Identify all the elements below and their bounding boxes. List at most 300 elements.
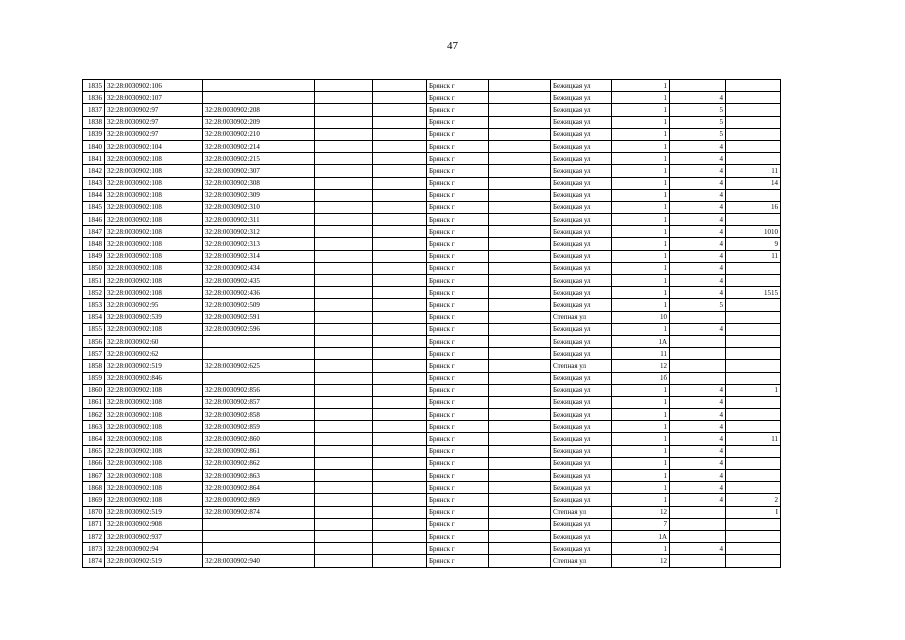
cell-n1	[670, 372, 726, 384]
cell-house: 1	[612, 494, 670, 506]
cell-parent: 32:28:0030902:856	[203, 384, 315, 396]
cell-city: Брянск г	[427, 360, 489, 372]
table-row	[83, 409, 841, 421]
cell-n1: 4	[670, 238, 726, 250]
cell-blank1	[315, 470, 373, 482]
cell-blank1	[315, 543, 373, 555]
cell-blank1	[315, 372, 373, 384]
cell-n1: 4	[670, 250, 726, 262]
cell-num: 1842	[83, 165, 105, 177]
cell-city: Брянск г	[427, 396, 489, 408]
cell-cad: 32:28:0030902:108	[105, 409, 203, 421]
cell-cad: 32:28:0030902:108	[105, 238, 203, 250]
cell-num: 1852	[83, 287, 105, 299]
cell-apt: 9	[726, 238, 781, 250]
cell-num: 1847	[83, 226, 105, 238]
table-row	[83, 311, 841, 323]
cell-city: Брянск г	[427, 421, 489, 433]
cell-blank1	[315, 494, 373, 506]
cell-blank1	[315, 214, 373, 226]
cell-blank2	[373, 506, 427, 518]
cell-cad: 32:28:0030902:108	[105, 457, 203, 469]
table-row	[83, 299, 841, 311]
cell-num: 1849	[83, 250, 105, 262]
cell-blank1	[315, 165, 373, 177]
cell-blank1	[315, 275, 373, 287]
cell-n1: 4	[670, 409, 726, 421]
cell-street: Бежицкая ул	[551, 177, 612, 189]
cell-cad: 32:28:0030902:108	[105, 470, 203, 482]
cell-blank2	[373, 543, 427, 555]
cell-street: Бежицкая ул	[551, 189, 612, 201]
cell-apt	[726, 482, 781, 494]
cell-house: 11	[612, 348, 670, 360]
cell-blank1	[315, 555, 373, 567]
cell-apt	[726, 445, 781, 457]
cell-apt	[726, 372, 781, 384]
cell-blank1	[315, 311, 373, 323]
cell-blank1	[315, 262, 373, 274]
cell-blank3	[489, 238, 551, 250]
cell-city: Брянск г	[427, 311, 489, 323]
cell-blank3	[489, 335, 551, 347]
cell-blank3	[489, 506, 551, 518]
cell-street: Бежицкая ул	[551, 128, 612, 140]
cell-city: Брянск г	[427, 335, 489, 347]
cell-street: Бежицкая ул	[551, 335, 612, 347]
cell-apt	[726, 275, 781, 287]
cell-num: 1851	[83, 275, 105, 287]
table-row	[83, 360, 841, 372]
cell-parent: 32:28:0030902:314	[203, 250, 315, 262]
cell-blank1	[315, 457, 373, 469]
cell-city: Брянск г	[427, 201, 489, 213]
cell-cad: 32:28:0030902:846	[105, 372, 203, 384]
cell-street: Бежицкая ул	[551, 348, 612, 360]
cell-parent: 32:28:0030902:940	[203, 555, 315, 567]
cell-parent: 32:28:0030902:436	[203, 287, 315, 299]
cell-parent: 32:28:0030902:312	[203, 226, 315, 238]
table-row	[83, 226, 841, 238]
cell-house: 1	[612, 104, 670, 116]
cell-street: Бежицкая ул	[551, 482, 612, 494]
cell-num: 1862	[83, 409, 105, 421]
table-row	[83, 555, 841, 567]
cell-parent: 32:28:0030902:858	[203, 409, 315, 421]
cell-house: 12	[612, 360, 670, 372]
cell-city: Брянск г	[427, 140, 489, 152]
cell-num: 1866	[83, 457, 105, 469]
cell-blank1	[315, 323, 373, 335]
cell-parent	[203, 80, 315, 92]
cell-street: Бежицкая ул	[551, 92, 612, 104]
cell-num: 1870	[83, 506, 105, 518]
cell-house: 1	[612, 165, 670, 177]
cell-num: 1868	[83, 482, 105, 494]
cell-parent: 32:28:0030902:308	[203, 177, 315, 189]
cell-cad: 32:28:0030902:108	[105, 433, 203, 445]
cell-city: Брянск г	[427, 92, 489, 104]
cell-parent: 32:28:0030902:861	[203, 445, 315, 457]
cell-blank1	[315, 518, 373, 530]
cell-blank2	[373, 433, 427, 445]
table-row	[83, 287, 841, 299]
cell-apt	[726, 104, 781, 116]
cell-house: 1	[612, 189, 670, 201]
cell-house: 1	[612, 140, 670, 152]
table-row	[83, 214, 841, 226]
cell-cad: 32:28:0030902:908	[105, 518, 203, 530]
cell-parent: 32:28:0030902:874	[203, 506, 315, 518]
cell-n1: 4	[670, 165, 726, 177]
cell-street: Бежицкая ул	[551, 116, 612, 128]
cell-blank1	[315, 433, 373, 445]
cell-blank3	[489, 482, 551, 494]
cell-blank1	[315, 421, 373, 433]
cell-num: 1836	[83, 92, 105, 104]
cell-num: 1863	[83, 421, 105, 433]
cell-blank1	[315, 104, 373, 116]
cell-city: Брянск г	[427, 116, 489, 128]
cell-n1: 4	[670, 92, 726, 104]
cell-house: 10	[612, 311, 670, 323]
cell-city: Брянск г	[427, 518, 489, 530]
cell-blank3	[489, 177, 551, 189]
cell-num: 1843	[83, 177, 105, 189]
cell-blank2	[373, 262, 427, 274]
cell-blank3	[489, 287, 551, 299]
cell-blank2	[373, 189, 427, 201]
cell-num: 1850	[83, 262, 105, 274]
cell-cad: 32:28:0030902:108	[105, 153, 203, 165]
cell-house: 1	[612, 299, 670, 311]
cell-num: 1841	[83, 153, 105, 165]
cell-street: Бежицкая ул	[551, 140, 612, 152]
cell-n1: 5	[670, 299, 726, 311]
cell-num: 1867	[83, 470, 105, 482]
cell-house: 1	[612, 153, 670, 165]
cell-city: Брянск г	[427, 372, 489, 384]
cell-apt	[726, 396, 781, 408]
cell-blank2	[373, 470, 427, 482]
cell-blank3	[489, 201, 551, 213]
cell-city: Брянск г	[427, 348, 489, 360]
table-row	[83, 177, 841, 189]
cell-cad: 32:28:0030902:60	[105, 335, 203, 347]
cell-cad: 32:28:0030902:108	[105, 323, 203, 335]
cell-blank3	[489, 384, 551, 396]
cell-blank3	[489, 555, 551, 567]
cell-street: Бежицкая ул	[551, 262, 612, 274]
cell-blank2	[373, 214, 427, 226]
table-row	[83, 262, 841, 274]
cell-house: 1	[612, 421, 670, 433]
cell-blank2	[373, 177, 427, 189]
cell-parent: 32:28:0030902:860	[203, 433, 315, 445]
table-row	[83, 482, 841, 494]
cell-cad: 32:28:0030902:97	[105, 104, 203, 116]
table-row	[83, 153, 841, 165]
cell-blank1	[315, 299, 373, 311]
cell-cad: 32:28:0030902:106	[105, 80, 203, 92]
cell-street: Бежицкая ул	[551, 470, 612, 482]
cell-n1: 4	[670, 470, 726, 482]
table-row	[83, 470, 841, 482]
cell-num: 1864	[83, 433, 105, 445]
cell-parent: 32:28:0030902:214	[203, 140, 315, 152]
cell-cad: 32:28:0030902:108	[105, 214, 203, 226]
cell-n1: 4	[670, 445, 726, 457]
cell-cad: 32:28:0030902:94	[105, 543, 203, 555]
cell-cad: 32:28:0030902:108	[105, 275, 203, 287]
cell-n1: 4	[670, 177, 726, 189]
cell-blank2	[373, 323, 427, 335]
cell-house: 1	[612, 470, 670, 482]
cell-blank3	[489, 348, 551, 360]
cell-parent	[203, 543, 315, 555]
cell-street: Бежицкая ул	[551, 153, 612, 165]
cell-street: Бежицкая ул	[551, 250, 612, 262]
table-row	[83, 80, 841, 92]
cell-num: 1865	[83, 445, 105, 457]
cell-parent: 32:28:0030902:313	[203, 238, 315, 250]
cell-blank3	[489, 250, 551, 262]
cell-blank3	[489, 433, 551, 445]
cell-apt: 14	[726, 177, 781, 189]
cell-house: 1	[612, 177, 670, 189]
cell-house: 1А	[612, 335, 670, 347]
cell-house: 12	[612, 555, 670, 567]
cell-n1: 5	[670, 128, 726, 140]
cell-num: 1858	[83, 360, 105, 372]
cell-blank3	[489, 470, 551, 482]
cell-num: 1844	[83, 189, 105, 201]
cell-apt	[726, 409, 781, 421]
cell-house: 1	[612, 214, 670, 226]
cell-parent: 32:28:0030902:435	[203, 275, 315, 287]
table-row	[83, 421, 841, 433]
cell-city: Брянск г	[427, 457, 489, 469]
cell-blank2	[373, 287, 427, 299]
cell-cad: 32:28:0030902:97	[105, 128, 203, 140]
cell-apt	[726, 214, 781, 226]
table-row	[83, 165, 841, 177]
cell-blank1	[315, 80, 373, 92]
cell-num: 1845	[83, 201, 105, 213]
cell-cad: 32:28:0030902:108	[105, 165, 203, 177]
cell-street: Бежицкая ул	[551, 396, 612, 408]
cell-cad: 32:28:0030902:108	[105, 445, 203, 457]
cell-apt	[726, 153, 781, 165]
cell-parent	[203, 348, 315, 360]
cell-apt	[726, 518, 781, 530]
cell-parent	[203, 92, 315, 104]
cell-apt	[726, 299, 781, 311]
cell-blank1	[315, 153, 373, 165]
cell-apt	[726, 530, 781, 542]
cell-apt	[726, 323, 781, 335]
cell-blank3	[489, 226, 551, 238]
cell-cad: 32:28:0030902:108	[105, 287, 203, 299]
cell-house: 1	[612, 226, 670, 238]
cell-parent: 32:28:0030902:311	[203, 214, 315, 226]
table-row	[83, 189, 841, 201]
cell-cad: 32:28:0030902:108	[105, 384, 203, 396]
cell-house: 1б	[612, 372, 670, 384]
cell-blank2	[373, 80, 427, 92]
cell-blank2	[373, 384, 427, 396]
cell-blank2	[373, 482, 427, 494]
cell-blank2	[373, 494, 427, 506]
cell-city: Брянск г	[427, 189, 489, 201]
cell-apt	[726, 189, 781, 201]
table-row	[83, 323, 841, 335]
cell-blank3	[489, 299, 551, 311]
cell-house: 1	[612, 457, 670, 469]
cell-apt	[726, 421, 781, 433]
cell-blank2	[373, 409, 427, 421]
cell-house: 1	[612, 116, 670, 128]
cell-cad: 32:28:0030902:104	[105, 140, 203, 152]
cell-blank1	[315, 335, 373, 347]
cell-parent: 32:28:0030902:509	[203, 299, 315, 311]
cell-street: Бежицкая ул	[551, 214, 612, 226]
cell-blank2	[373, 165, 427, 177]
cell-blank2	[373, 396, 427, 408]
cell-num: 1853	[83, 299, 105, 311]
cell-blank3	[489, 409, 551, 421]
cell-street: Степная ул	[551, 311, 612, 323]
cell-city: Брянск г	[427, 214, 489, 226]
cell-apt	[726, 80, 781, 92]
cell-num: 1871	[83, 518, 105, 530]
cell-n1: 4	[670, 543, 726, 555]
cell-parent: 32:28:0030902:307	[203, 165, 315, 177]
table-row	[83, 140, 841, 152]
cell-blank1	[315, 482, 373, 494]
cell-blank2	[373, 201, 427, 213]
cell-city: Брянск г	[427, 555, 489, 567]
cell-street: Бежицкая ул	[551, 275, 612, 287]
cell-parent	[203, 530, 315, 542]
cell-n1: 5	[670, 104, 726, 116]
cell-blank1	[315, 140, 373, 152]
cell-n1: 4	[670, 201, 726, 213]
cell-num: 1839	[83, 128, 105, 140]
table-row	[83, 335, 841, 347]
cell-parent	[203, 335, 315, 347]
cell-num: 1869	[83, 494, 105, 506]
cell-house: 1	[612, 201, 670, 213]
cell-cad: 32:28:0030902:108	[105, 226, 203, 238]
cell-blank2	[373, 153, 427, 165]
cell-n1	[670, 80, 726, 92]
cell-n1: 4	[670, 396, 726, 408]
cell-parent	[203, 372, 315, 384]
cell-n1	[670, 311, 726, 323]
cell-blank1	[315, 92, 373, 104]
cell-num: 1859	[83, 372, 105, 384]
cell-num: 1872	[83, 530, 105, 542]
cell-blank1	[315, 506, 373, 518]
cell-street: Бежицкая ул	[551, 323, 612, 335]
cell-apt	[726, 262, 781, 274]
cell-house: 1	[612, 262, 670, 274]
table-row	[83, 543, 841, 555]
cell-house: 1	[612, 287, 670, 299]
table-row	[83, 348, 841, 360]
cell-apt	[726, 457, 781, 469]
cell-n1	[670, 360, 726, 372]
table-row	[83, 530, 841, 542]
cell-city: Брянск г	[427, 299, 489, 311]
cell-city: Брянск г	[427, 153, 489, 165]
cell-n1: 4	[670, 262, 726, 274]
cell-num: 1835	[83, 80, 105, 92]
cell-blank2	[373, 299, 427, 311]
table-row	[83, 201, 841, 213]
cell-n1: 4	[670, 323, 726, 335]
cell-house: 1	[612, 128, 670, 140]
cell-city: Брянск г	[427, 409, 489, 421]
cell-cad: 32:28:0030902:108	[105, 177, 203, 189]
cell-cad: 32:28:0030902:108	[105, 494, 203, 506]
cell-apt: 1515	[726, 287, 781, 299]
cell-parent: 32:28:0030902:596	[203, 323, 315, 335]
cell-blank3	[489, 189, 551, 201]
cell-house: 1	[612, 323, 670, 335]
cell-blank2	[373, 275, 427, 287]
cell-house: 1	[612, 250, 670, 262]
cell-street: Степная ул	[551, 555, 612, 567]
cell-house: 1	[612, 445, 670, 457]
cell-apt	[726, 360, 781, 372]
cell-cad: 32:28:0030902:108	[105, 250, 203, 262]
cell-street: Бежицкая ул	[551, 165, 612, 177]
cell-street: Бежицкая ул	[551, 226, 612, 238]
cell-blank2	[373, 104, 427, 116]
cell-num: 1838	[83, 116, 105, 128]
cell-n1: 4	[670, 226, 726, 238]
table-row	[83, 104, 841, 116]
cell-n1	[670, 348, 726, 360]
cell-city: Брянск г	[427, 104, 489, 116]
cell-n1	[670, 530, 726, 542]
cell-n1	[670, 555, 726, 567]
cell-city: Брянск г	[427, 165, 489, 177]
cell-cad: 32:28:0030902:108	[105, 482, 203, 494]
cell-n1: 4	[670, 433, 726, 445]
cell-street: Бежицкая ул	[551, 457, 612, 469]
cell-city: Брянск г	[427, 445, 489, 457]
cell-n1: 4	[670, 153, 726, 165]
cell-blank1	[315, 409, 373, 421]
cell-parent: 32:28:0030902:864	[203, 482, 315, 494]
cell-blank1	[315, 384, 373, 396]
cell-street: Бежицкая ул	[551, 433, 612, 445]
cell-n1: 4	[670, 494, 726, 506]
cell-apt: 1	[726, 384, 781, 396]
cell-parent: 32:28:0030902:309	[203, 189, 315, 201]
cell-blank1	[315, 348, 373, 360]
cell-blank1	[315, 530, 373, 542]
cell-cad: 32:28:0030902:95	[105, 299, 203, 311]
cell-n1: 4	[670, 287, 726, 299]
cell-street: Бежицкая ул	[551, 299, 612, 311]
cell-blank3	[489, 421, 551, 433]
cell-blank3	[489, 396, 551, 408]
cell-num: 1861	[83, 396, 105, 408]
